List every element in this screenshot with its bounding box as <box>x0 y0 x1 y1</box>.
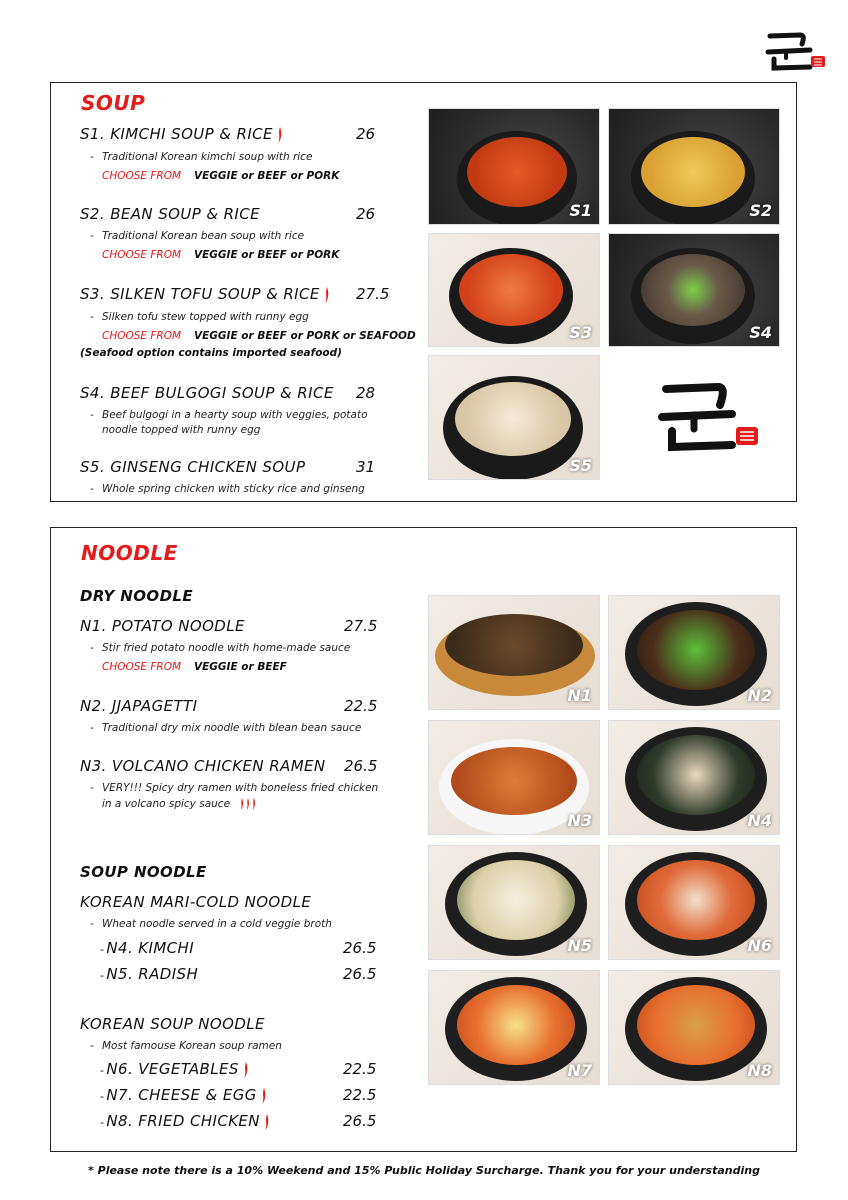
photo-s3 <box>428 233 600 347</box>
option-price: 22.5 <box>343 1060 377 1078</box>
item-price: 22.5 <box>344 697 378 715</box>
photo-n1 <box>428 595 600 710</box>
photo-n4 <box>608 720 780 835</box>
photo-code: S5 <box>569 456 592 475</box>
item-note: (Seafood option contains imported seafood) <box>80 346 342 359</box>
option-name: N6. VEGETABLES <box>106 1060 239 1078</box>
item-price: 26.5 <box>344 757 378 775</box>
brand-logo-icon <box>764 26 828 76</box>
soup-noodle-heading: SOUP NOODLE <box>80 863 207 881</box>
photo-code: N2 <box>747 686 772 705</box>
option-name: N5. RADISH <box>106 965 199 983</box>
photo-code: N5 <box>567 936 592 955</box>
option-n7 <box>100 1086 268 1105</box>
item-name: KOREAN SOUP NOODLE <box>80 1015 265 1033</box>
photo-code: N4 <box>747 811 772 830</box>
menu-item-s1 <box>80 125 410 182</box>
photo-n8 <box>608 970 780 1085</box>
photo-n6 <box>608 845 780 960</box>
menu-item-korean-soup-noodle <box>80 1015 410 1054</box>
item-name: N2. JJAPAGETTI <box>80 697 198 715</box>
chili-icon <box>242 1061 250 1079</box>
photo-n3 <box>428 720 600 835</box>
choose-options: VEGGIE or BEEF <box>194 661 287 673</box>
item-description: - Traditional Korean bean soup with rice <box>102 230 305 242</box>
option-price: 22.5 <box>343 1086 377 1104</box>
item-description-line-2: noodle topped with runny egg <box>102 424 261 436</box>
photo-code: N1 <box>567 686 592 705</box>
menu-item-n3 <box>80 757 410 812</box>
option-n6 <box>100 1060 250 1079</box>
photo-code: N8 <box>747 1061 772 1080</box>
photo-s2 <box>608 108 780 225</box>
item-name: S4. BEEF BULGOGI SOUP & RICE <box>80 384 334 402</box>
item-price: 27.5 <box>344 617 378 635</box>
chili-icon <box>263 1113 271 1131</box>
menu-item-s5 <box>80 458 410 497</box>
soup-title: SOUP <box>81 91 146 115</box>
photo-n5 <box>428 845 600 960</box>
item-description: - Whole spring chicken with sticky rice and ginseng <box>102 483 365 495</box>
item-price: 27.5 <box>356 285 390 303</box>
choose-label: CHOOSE FROM <box>102 169 182 182</box>
chili-icon <box>276 126 284 144</box>
brand-logo-icon <box>658 375 762 460</box>
menu-item-s4 <box>80 384 410 438</box>
photo-code: N7 <box>567 1061 592 1080</box>
item-price: 26 <box>356 125 376 143</box>
item-name: N1. POTATO NOODLE <box>80 617 245 635</box>
option-price: 26.5 <box>343 965 377 983</box>
chili-icon <box>260 1087 268 1105</box>
choose-options: VEGGIE or BEEF or PORK <box>194 169 340 182</box>
menu-item-n2 <box>80 697 410 736</box>
option-dash: - <box>100 1090 105 1103</box>
menu-item-n1 <box>80 617 410 673</box>
choose-label: CHOOSE FROM <box>102 329 182 342</box>
photo-code: S2 <box>749 201 772 220</box>
photo-s4 <box>608 233 780 347</box>
item-description: - Traditional dry mix noodle with blean bean sauce <box>102 722 362 734</box>
item-name: KOREAN MARI-COLD NOODLE <box>80 893 312 911</box>
photo-code: N3 <box>567 811 592 830</box>
photo-code: S4 <box>749 323 772 342</box>
item-description: - Wheat noodle served in a cold veggie broth <box>102 918 332 930</box>
menu-item-s2 <box>80 205 410 261</box>
item-name: S1. KIMCHI SOUP & RICE <box>80 125 273 143</box>
item-price: 26 <box>356 205 376 223</box>
dry-noodle-heading: DRY NOODLE <box>80 587 194 605</box>
option-dash: - <box>100 943 105 956</box>
item-name: S2. BEAN SOUP & RICE <box>80 205 261 223</box>
choose-label: CHOOSE FROM <box>102 249 182 261</box>
option-name: N7. CHEESE & EGG <box>106 1086 257 1104</box>
option-dash: - <box>100 969 105 982</box>
chili-icon <box>251 796 257 812</box>
item-description-line-1: - VERY!!! Spicy dry ramen with boneless fried chicken <box>102 782 379 794</box>
item-description: - Traditional Korean kimchi soup with rice <box>102 150 313 163</box>
choose-options: VEGGIE or BEEF or PORK or SEAFOOD <box>194 329 416 342</box>
menu-item-s3 <box>80 285 420 359</box>
option-dash: - <box>100 1064 105 1077</box>
option-n4 <box>100 939 194 957</box>
chili-icon <box>323 286 331 304</box>
option-name: N4. KIMCHI <box>106 939 195 957</box>
menu-item-mari-cold-noodle <box>80 893 410 932</box>
item-description-line-2: in a volcano spicy sauce <box>102 798 231 810</box>
option-price: 26.5 <box>343 1112 377 1130</box>
option-dash: - <box>100 1116 105 1129</box>
photo-code: S3 <box>569 323 592 342</box>
item-description: - Stir fried potato noodle with home-made sauce <box>102 642 351 654</box>
photo-code: N6 <box>747 936 772 955</box>
item-description-line-1: - Beef bulgogi in a hearty soup with veggies, potato <box>102 409 368 421</box>
item-price: 31 <box>356 458 376 476</box>
photo-code: S1 <box>569 201 592 220</box>
photo-n7 <box>428 970 600 1085</box>
option-price: 26.5 <box>343 939 377 957</box>
item-name: S3. SILKEN TOFU SOUP & RICE <box>80 285 320 303</box>
item-description: - Silken tofu stew topped with runny egg <box>102 310 309 323</box>
noodle-title: NOODLE <box>81 541 178 565</box>
item-description: - Most famouse Korean soup ramen <box>102 1040 282 1052</box>
option-n8 <box>100 1112 271 1131</box>
option-name: N8. FRIED CHICKEN <box>106 1112 260 1130</box>
surcharge-footnote: * Please note there is a 10% Weekend and 15% Public Holiday Surcharge. Thank you for your understanding <box>88 1164 760 1177</box>
item-name: S5. GINSENG CHICKEN SOUP <box>80 458 306 476</box>
option-n5 <box>100 965 198 983</box>
photo-s5 <box>428 355 600 480</box>
item-price: 28 <box>356 384 376 402</box>
photo-n2 <box>608 595 780 710</box>
item-name: N3. VOLCANO CHICKEN RAMEN <box>80 757 326 775</box>
photo-s1 <box>428 108 600 225</box>
choose-options: VEGGIE or BEEF or PORK <box>194 249 340 261</box>
choose-label: CHOOSE FROM <box>102 661 182 673</box>
